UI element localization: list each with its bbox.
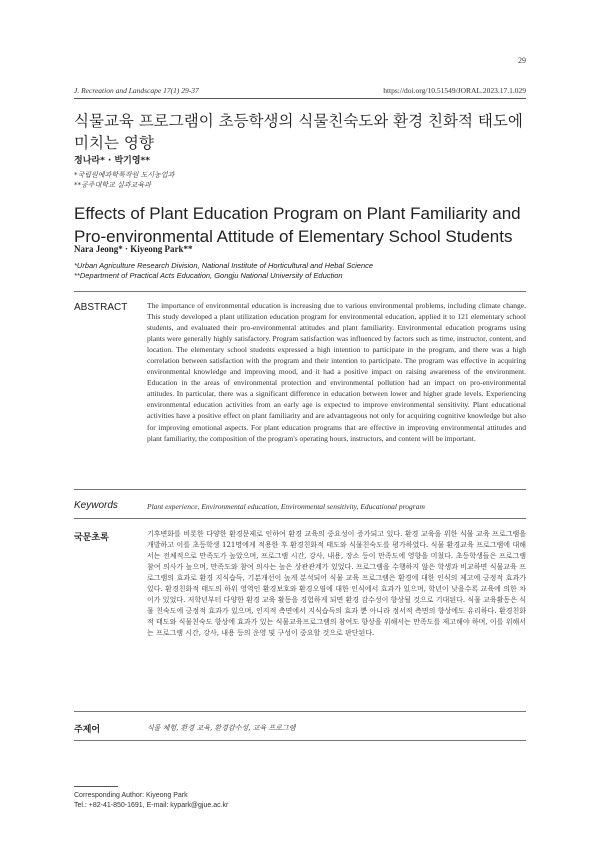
running-header [74, 86, 526, 99]
korean-authors: 정나라* · 박기영** [74, 156, 150, 166]
korean-keywords-label: 주제어 [74, 725, 101, 735]
page-number: 29 [518, 56, 526, 65]
keywords-text: Plant experience, Environmental education, Environmental sensitivity, Educational program [147, 502, 425, 511]
abstract-label: ABSTRACT [74, 302, 128, 313]
english-authors: Nara Jeong* · Kiyeong Park** [74, 244, 193, 254]
footnote-rule [74, 786, 118, 787]
korean-abstract-text: 기후변화를 비롯한 다양한 환경문제로 인하여 환경 교육의 중요성이 증가되고 있다. 환경 교육을 위한 식물 교육 프로그램을 개발하고 이를 초등학생 121명에게 적용한 후 환경친화적 태도와 식물친숙도를 평가하였다. 식물 환경교육 프로그램에 대해서는 전체적으로 만족도가 높았으며, 프로그램 시간, 강사, 내용, 장소 등이 만족도에 영향을 미쳤다. 초등학생들은 프로그램 참여 의사가 높으며, 만족도와 참여 의사는 높은 상관관계가 있었다. 프로그램을 수행하지 않은 학생과 비교하면 식물교육 프로그램의 효과로 환경 지식습득, 기분개선이 높게 분석되어 식물 교육 프로그램은 환경에 대한 인식의 제고에 긍정적 효과가 있다. 환경친화적 태도의 하위 영역인 환경보호와 환경오염에 대한 인식에서 효과가 있으며, 학년이 낮을수록 교육에 의한 차이가 있었다. 저학년부터 다양한 환경 교육 활동을 경험하게 되면 환경 감수성이 향상될 것으로 기대된다. 식물 교육활동은 식물 친숙도에 긍정적 효과가 있으며, 인지적 측면에서 지식습득의 효과 뿐 아니라 정서적 측면의 향상에도 유리하다. 환경친화적 태도와 식물친숙도 향상에 효과가 있는 식물교육프로그램의 참여도 향상을 위해서는 만족도를 제고해야 하며, 이를 위해서는 프로그램 시간, 강사, 내용 등의 운영 및 구성이 중요할 것으로 판단된다. [147, 530, 526, 638]
section-divider [74, 291, 526, 292]
section-divider [74, 740, 526, 741]
korean-title: 식물교육 프로그램이 초등학생의 식물친숙도와 환경 친화적 태도에 미치는 영향 [74, 112, 523, 152]
section-divider [74, 489, 526, 490]
english-affiliation-2: **Department of Practical Acts Education, Gongju National University of Eduction [74, 271, 343, 280]
korean-affiliation-1: *국립원예과학특작원 도시농업과 [74, 171, 175, 179]
korean-affiliations [74, 170, 174, 190]
korean-affiliation-2: **공주대학교 실과교육과 [74, 181, 151, 189]
footnote-contact: Tel.: +82-41-850-1691, E-mail: kypark@gjue.ac.kr [74, 802, 229, 809]
korean-abstract-label: 국문초록 [74, 533, 109, 543]
english-affiliation-1: *Urban Agriculture Research Division, National Institute of Horticultural and Hebal Science [74, 261, 374, 270]
corresponding-author-footnote [74, 791, 228, 811]
english-title: Effects of Plant Education Program on Plant Familiarity and Pro-environmental Attitude of Elementary School Students [74, 204, 521, 246]
journal-citation: J. Recreation and Landscape 17(1) 29-37 [74, 86, 199, 95]
section-divider [74, 711, 526, 712]
doi-link[interactable]: https://doi.org/10.51549/JORAL.2023.17.1.029 [383, 86, 526, 95]
section-divider [74, 518, 526, 519]
footnote-author: Corresponding Author: Kiyeong Park [74, 792, 188, 799]
abstract-text: The importance of environmental education is increasing due to various environmental problems, including climate change. This study developed a plant utilization education program for environmental education, applied it to 121 elementary school students, and evaluated their pro-environmental attitudes and plant familiarity. Environmental education programs using plants were generally highly satisfactory. Program satisfaction was influenced by factors such as time, instructor, content, and location. The elementary school students expressed a high intention to participate in the program, and there was a high correlation between satisfaction with the program and their intention to participate. The program was effective in acquiring environmental knowledge and improving mood, and it had a positive impact on raising awareness of the environment. Education in the areas of environmental protection and environmental pollution had an impact on pro-environmental attitudes. In particular, there was a significant difference in education between lower and higher grade levels. Experiencing environmental education activities from an early age is expected to improve environmental sensitivity. Plant educational activities have a positive effect on plant familiarity and are advantageous not only for acquiring cognitive knowledge but also for improving emotional aspects. For plant education programs that are effective in improving environmental attitudes and plant familiarity, the composition of the program's operating hours, instructors, and content will be important. [147, 301, 526, 443]
english-affiliations [74, 261, 373, 281]
keywords-label: Keywords [74, 500, 118, 511]
korean-keywords-text: 식물 체험, 환경 교육, 환경감수성, 교육 프로그램 [147, 724, 296, 732]
